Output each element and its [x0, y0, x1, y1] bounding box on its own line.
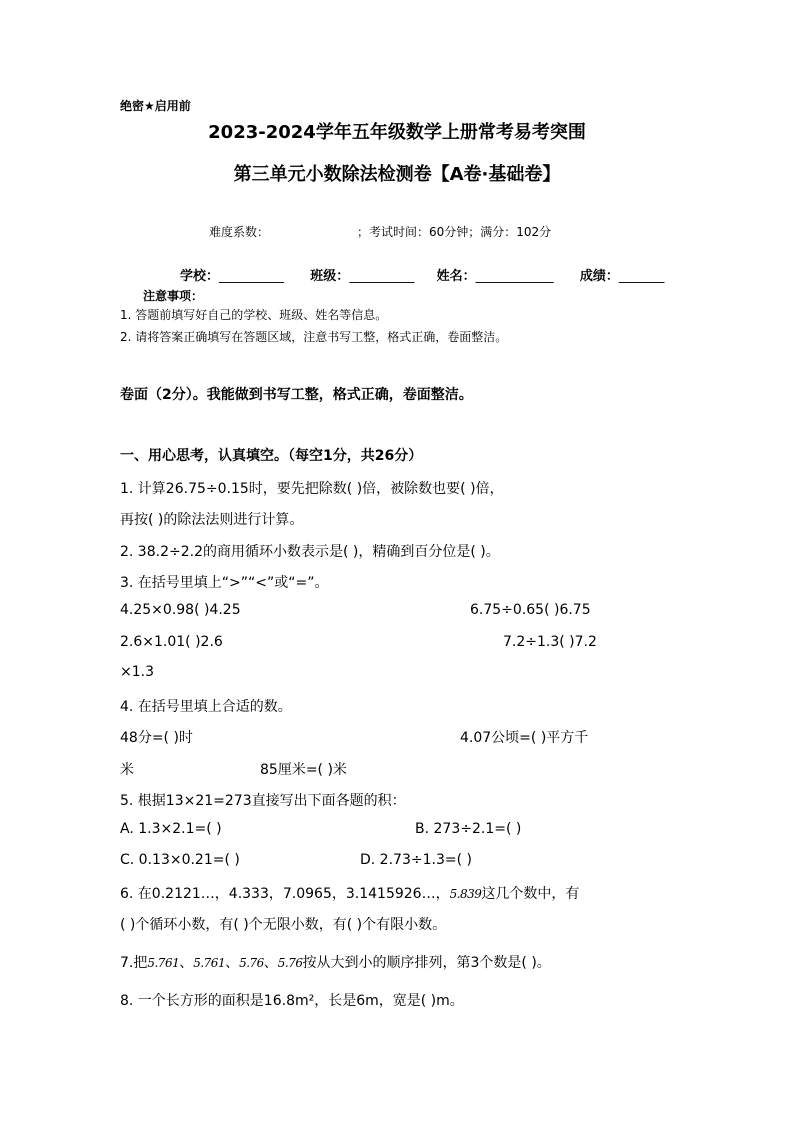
name-label: 姓名： [436, 269, 476, 284]
repeating-decimal: 5.76 [277, 956, 303, 970]
question-4: 4. 在括号里填上合适的数。 [120, 699, 292, 715]
question-3-b: 6.75÷0.65( )6.75 [470, 602, 591, 618]
time-and-score: ；考试时间：60分钟；满分：102分 [357, 225, 552, 239]
question-4-b: 4.07公顷=( )平方千 [460, 730, 589, 746]
notes-heading: 注意事项： [143, 289, 204, 303]
class-label: 班级： [310, 269, 350, 284]
question-1-line2: 再按( )的除法法则进行计算。 [120, 512, 304, 528]
question-3-d: 7.2÷1.3( )7.2 [503, 634, 597, 650]
question-5-d: D. 2.73÷1.3=( ) [360, 852, 472, 868]
question-4-b-cont: 米 [120, 762, 134, 778]
student-info-row [180, 265, 664, 284]
class-field[interactable]: __________ [349, 269, 415, 284]
question-2: 2. 38.2÷2.2的商用循环小数表示是( )，精确到百分位是( )。 [120, 544, 500, 560]
question-6-line2: ( )个循环小数，有( )个无限小数，有( )个有限小数。 [120, 917, 447, 933]
question-5-c: C. 0.13×0.21=( ) [120, 852, 240, 868]
secret-label: 绝密★启用前 [120, 99, 191, 113]
separator: 、 [179, 955, 194, 971]
question-1-line1: 1. 计算26.75÷0.15时，要先把除数( )倍，被除数也要( )倍， [120, 481, 504, 497]
section1-heading: 一、用心思考，认真填空。（每空1分，共26分） [120, 448, 423, 464]
school-label: 学校： [180, 269, 220, 284]
name-field[interactable]: ____________ [475, 269, 554, 284]
question-3-a: 4.25×0.98( )4.25 [120, 602, 241, 618]
question-5-a: A. 1.3×2.1=( ) [120, 821, 222, 837]
question-7-post: 按从大到小的顺序排列，第3个数是( )。 [302, 955, 551, 971]
question-4-a: 48分=( )时 [120, 730, 193, 746]
repeating-decimal: 5.761 [147, 956, 180, 970]
question-3: 3. 在括号里填上“>”“<”或“=”。 [120, 575, 329, 591]
note-item-2: 2. 请将答案正确填写在答题区域，注意书写工整，格式正确，卷面整洁。 [120, 330, 508, 344]
question-6-line1 [120, 883, 579, 903]
separator: 、 [225, 955, 240, 971]
repeating-decimal: 5.839 [449, 887, 482, 901]
repeating-decimal: 5.761 [193, 956, 226, 970]
exam-subtitle: 第三单元小数除法检测卷【A卷·基础卷】 [233, 164, 561, 185]
separator: 、 [263, 955, 278, 971]
question-6-post: 这几个数中，有 [481, 886, 580, 902]
question-7 [120, 952, 551, 972]
question-3-c: 2.6×1.01( )2.6 [120, 634, 223, 650]
question-4-c: 85厘米=( )米 [260, 762, 347, 778]
repeating-decimal: 5.76 [239, 956, 264, 970]
difficulty-label: 难度系数： [209, 225, 270, 239]
school-field[interactable]: __________ [219, 269, 285, 284]
question-5-b: B. 273÷2.1=( ) [415, 821, 522, 837]
question-8: 8. 一个长方形的面积是16.8m²，长是6m，宽是( )m。 [120, 993, 464, 1009]
exam-title: 2023-2024学年五年级数学上册常考易考突围 [208, 122, 586, 143]
note-item-1: 1. 答题前填写好自己的学校、班级、姓名等信息。 [120, 308, 388, 322]
score-label: 成绩： [579, 269, 619, 284]
question-5: 5. 根据13×21=273直接写出下面各题的积： [120, 793, 406, 809]
question-6-pre: 6. 在0.2121…，4.333，7.0965，3.1415926…， [120, 886, 450, 902]
question-3-d-cont: ×1.3 [120, 664, 154, 680]
question-7-pre: 7.把 [120, 955, 148, 971]
neatness-statement: 卷面（2分）。我能做到书写工整，格式正确，卷面整洁。 [120, 387, 473, 403]
score-field[interactable]: _______ [618, 269, 665, 284]
